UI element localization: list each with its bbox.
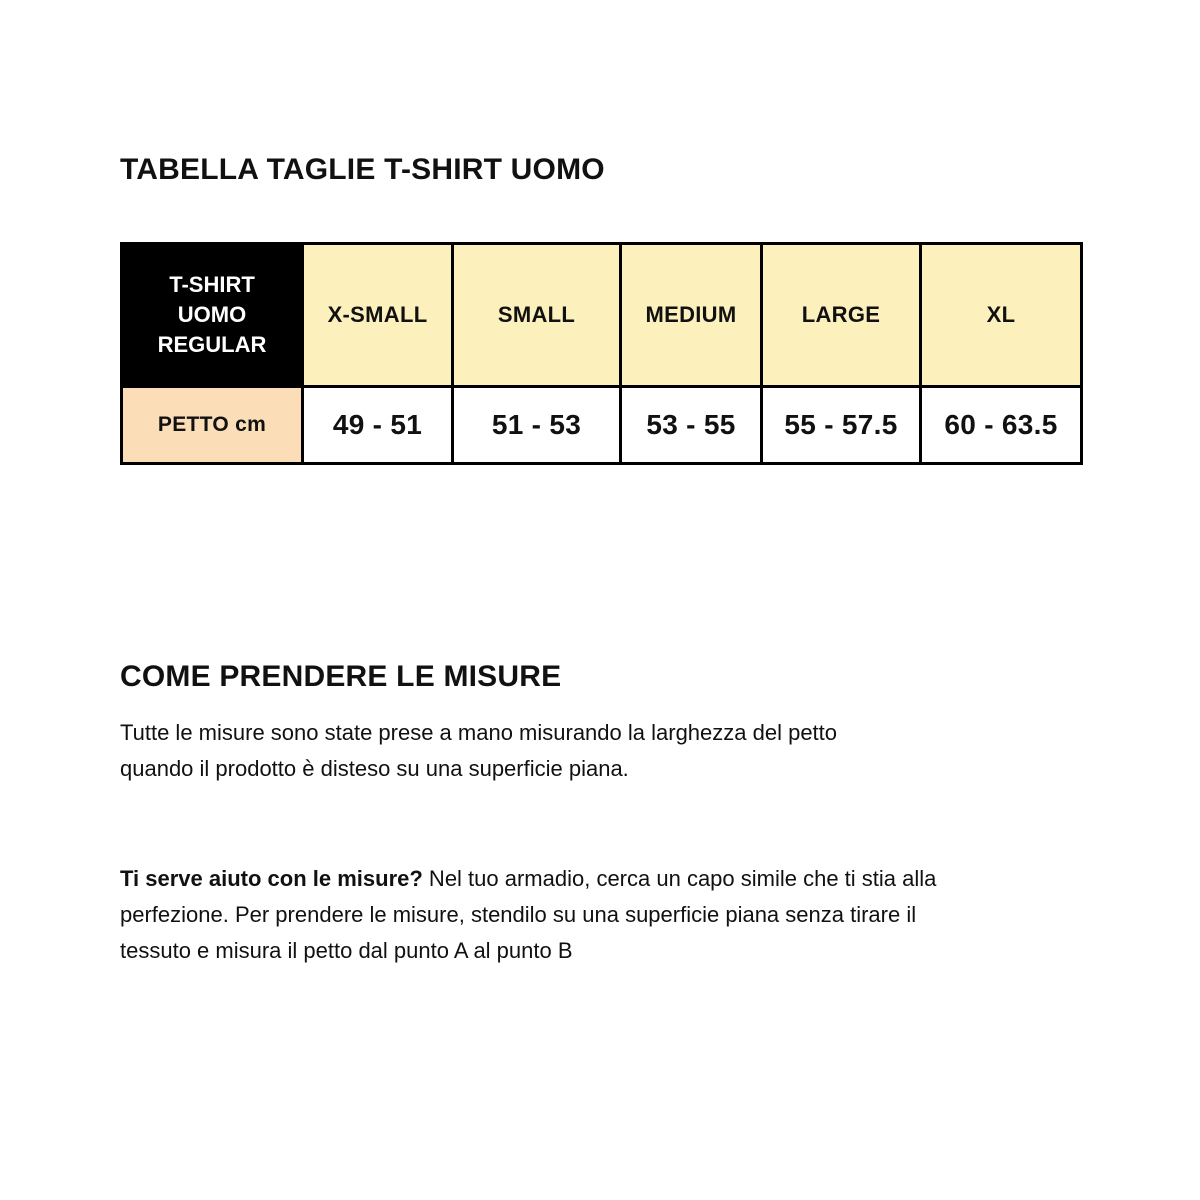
value-medium: 53 - 55	[621, 387, 762, 464]
value-small: 51 - 53	[453, 387, 621, 464]
paragraph-line: Tutte le misure sono state prese a mano misurando la larghezza del petto	[120, 720, 838, 745]
value-large: 55 - 57.5	[762, 387, 921, 464]
size-header-large: LARGE	[762, 244, 921, 387]
size-header-xl: XL	[921, 244, 1082, 387]
help-line1-rest: Nel tuo armadio, cerca un capo simile che ti stia alla	[422, 866, 937, 891]
size-table-header-row	[122, 244, 1082, 387]
measure-intro-paragraph	[120, 715, 837, 787]
paragraph-line: perfezione. Per prendere le misure, stendilo su una superficie piana senza tirare il	[120, 902, 917, 927]
size-header-medium: MEDIUM	[621, 244, 762, 387]
measure-help-paragraph	[120, 861, 936, 969]
corner-line: UOMO	[177, 302, 247, 327]
corner-line: REGULAR	[157, 332, 267, 357]
corner-line: T-SHIRT	[169, 272, 255, 297]
value-xsmall: 49 - 51	[303, 387, 453, 464]
row-label-petto: PETTO cm	[122, 387, 303, 464]
paragraph-line: tessuto e misura il petto dal punto A al punto B	[120, 938, 573, 963]
value-xl: 60 - 63.5	[921, 387, 1082, 464]
chest-measure-row	[122, 387, 1082, 464]
size-table-title: TABELLA TAGLIE T-SHIRT UOMO	[120, 153, 605, 186]
size-header-xsmall: X-SMALL	[303, 244, 453, 387]
paragraph-line: quando il prodotto è disteso su una superficie piana.	[120, 756, 629, 781]
help-question-bold-lead: Ti serve aiuto con le misure?	[120, 866, 423, 891]
measure-section-heading: COME PRENDERE LE MISURE	[120, 660, 562, 693]
table-corner-cell	[122, 244, 303, 387]
size-header-small: SMALL	[453, 244, 621, 387]
size-table	[120, 242, 1083, 465]
paragraph-line	[120, 861, 936, 897]
